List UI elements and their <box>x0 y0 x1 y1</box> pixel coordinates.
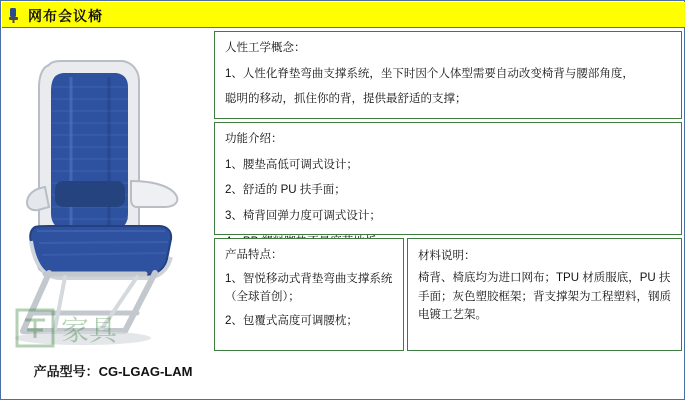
function-intro-box <box>214 122 682 235</box>
ergonomic-line-2: 聪明的移动，抓住你的背，提供最舒适的支撑； <box>225 93 467 106</box>
ergonomic-line-1: 1、人性化脊垫弯曲支撑系统，坐下时因个人体型需要自动改变椅背与腰部角度， <box>225 67 634 80</box>
material-description-box <box>407 238 682 351</box>
function-line-2: 2、舒适的 PU 扶手面； <box>225 184 346 197</box>
features-heading: 产品特点： <box>225 249 283 261</box>
product-photo-chair <box>5 31 210 351</box>
material-line-1: 椅背、椅底均为进口网布；TPU 材质服底，PU 扶手面；灰色塑胶框架；背支撑架为工程塑料，钢质电镀工艺架。 <box>418 272 671 322</box>
product-features-box <box>214 238 404 351</box>
product-model: 产品型号：CG-LGAG-LAM <box>33 364 193 379</box>
ergonomic-concept-box <box>214 31 682 119</box>
features-line-1: 1、智悦移动式背垫弯曲支撑系统（全球首创）； <box>225 273 393 303</box>
title-bar <box>2 2 685 28</box>
function-line-1: 1、腰垫高低可调式设计； <box>225 158 358 171</box>
chair-icon <box>7 6 25 24</box>
page-title: 网布会议椅 <box>28 8 103 24</box>
watermark-logo <box>15 306 195 351</box>
product-photo-pane <box>5 31 210 395</box>
svg-text:家具: 家具 <box>61 315 118 346</box>
features-line-2: 2、包覆式高度可调腰枕； <box>225 314 358 327</box>
material-heading: 材料说明： <box>418 250 476 262</box>
ergonomic-heading: 人性工学概念： <box>225 42 306 54</box>
function-heading: 功能介绍： <box>225 133 283 145</box>
function-line-3: 3、椅背回弹力度可调式设计； <box>225 210 381 223</box>
